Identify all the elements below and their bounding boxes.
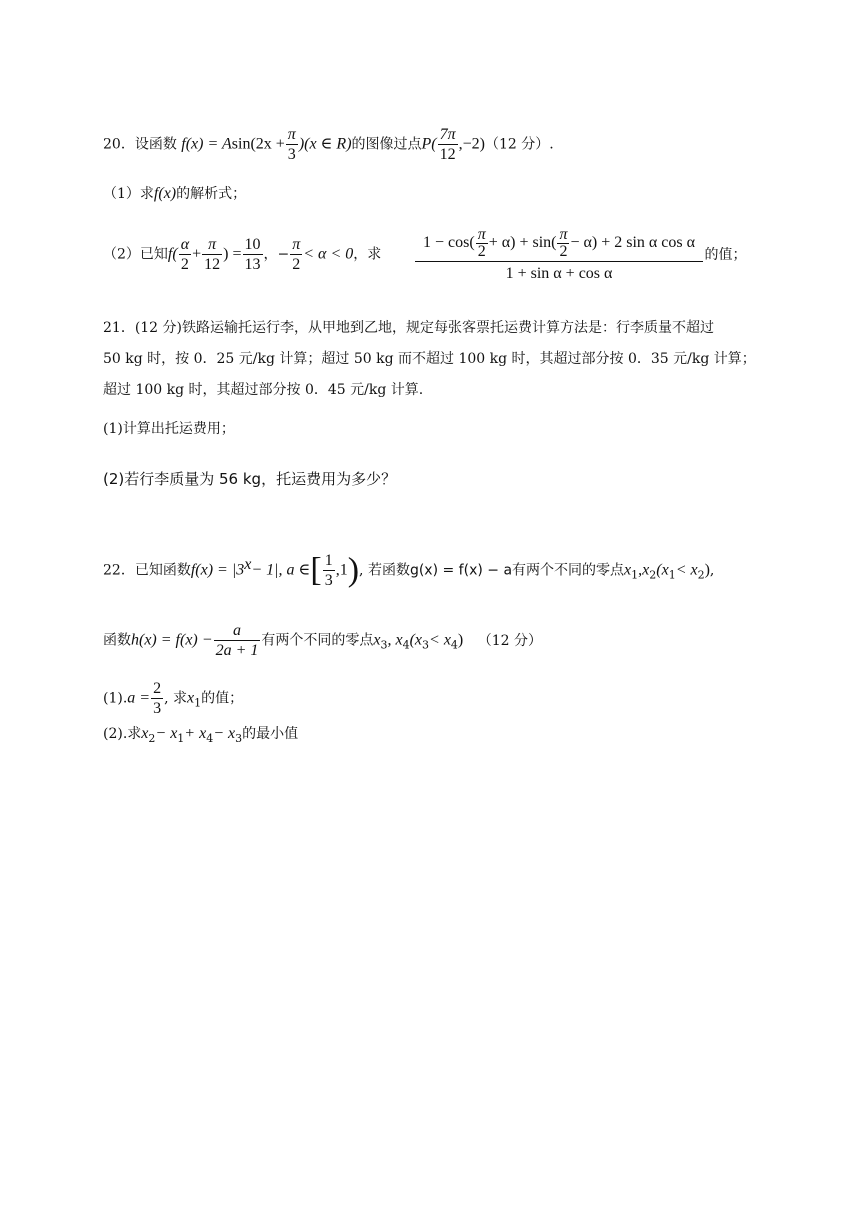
q20-part1-f: f(x) (153, 185, 177, 202)
q20-number: 20． (103, 136, 135, 153)
q22-line1: 22．已知函数$f(x) = |3^x- 1|$, a ∈[ $\frac{1}{3}$ ,1), 若函数g(x) = f(x) − a有两个不同的零点$x_1,x_2(x_1< x_2)$, (103, 551, 715, 589)
q22-part1-fraction: $\frac{2}{3}$ (153, 680, 162, 717)
q20-func-sin: sin(2x + (231, 135, 285, 153)
q20-score: （12 分）. (485, 136, 554, 153)
q20-part2-label: （2）已知 (103, 246, 168, 263)
q20-expression-numerator: 1 − cos( $\frac{\pi}{2}$ + α) + sin( $\frac{\pi}{2}$ − α) + 2 sin α cos α (423, 226, 696, 260)
q20-p2-frac-alpha: $\frac{\alpha}{2}$ (180, 236, 190, 273)
q20-part1-text: 的解析式； (176, 186, 247, 202)
q22-h-def: h(x) = f(x) − (131, 631, 213, 649)
q20-part1-label: （1）求 (103, 186, 154, 202)
q22-part2: (2).求$x_2- x_1+ x_4- x_3$的最小值 (103, 725, 299, 745)
q20-func-tail: )(x ∈ R) (298, 135, 352, 153)
q20-expression-fraction (419, 228, 699, 282)
q22-f-tail: − 1|, a ∈ (251, 561, 311, 579)
q22-interval-fraction: $\frac{1}{3}$ (324, 552, 333, 589)
q22-number: 22．已知函数 (103, 562, 191, 579)
q20-p2-frac-10-13: $\frac{10}{13}$ (244, 236, 261, 273)
q22-line2: 函数h(x) = f(x) − $\frac{a}{2a + 1}$ 有两个不同的零点$x_3$, $x_4(x_3< x_4)$ （12 分） (103, 622, 542, 659)
q20-big-expression (418, 228, 746, 282)
q20-p2-frac-pi12: $\frac{\pi}{12}$ (204, 236, 221, 273)
q22-f-def: f(x) = |3 (190, 561, 245, 579)
q21-line2: 50 kg 时，按 0．25 元/kg 计算；超过 50 kg 而不超过 100 kg 时，其超过部分按 0．35 元/kg 计算； (103, 351, 756, 367)
q21-line1: 21．(12 分)铁路运输托运行李，从甲地到乙地，规定每张客票托运费计算方法是：行李质量不超过 (103, 320, 715, 336)
q20-part1 (103, 184, 246, 204)
q20-intro: 设函数 (134, 136, 177, 153)
q22-part1: (1).a = $\frac{2}{3}$ , 求$x_1$的值； (103, 680, 244, 717)
q20-graph-text: 的图像过点 (351, 136, 422, 153)
q20-expression-denominator: 1 + sin α + cos α (415, 261, 703, 282)
q21-line3: 超过 100 kg 时，其超过部分按 0．45 元/kg 计算. (103, 382, 424, 398)
q21-part2: (2)若行李质量为 56 kg，托运费用为多少？ (103, 470, 397, 488)
q20-point-tail: ,−2) (458, 135, 485, 153)
q22-g-def: g(x) = f(x) − a (409, 562, 513, 579)
q20-point-p: P( (421, 135, 437, 153)
q20-part2-end: 的值； (704, 247, 747, 263)
q20-frac-pi-3: $\frac{\pi}{3}$ (287, 126, 296, 163)
q22-h-fraction: $\frac{a}{2a + 1}$ (215, 622, 259, 659)
q20-part2: （2）已知f( $\frac{\alpha}{2}$ + $\frac{\pi}{12}$ ) = $\frac{10}{13}$ ，− $\frac{\pi}{2}$ < α < 0，求 (103, 236, 382, 273)
q20-p2-frac-pi2: $\frac{\pi}{2}$ (292, 236, 301, 273)
q20-frac-7pi-12: $\frac{7\pi}{12}$ (439, 126, 456, 163)
q21-part1: (1)计算出托运费用； (103, 421, 235, 437)
q22-score: （12 分） (477, 632, 542, 649)
q20-func-lhs: f(x) = A (181, 135, 232, 153)
q20-p2-f: f( (167, 245, 178, 263)
q20-line-main (103, 126, 554, 163)
